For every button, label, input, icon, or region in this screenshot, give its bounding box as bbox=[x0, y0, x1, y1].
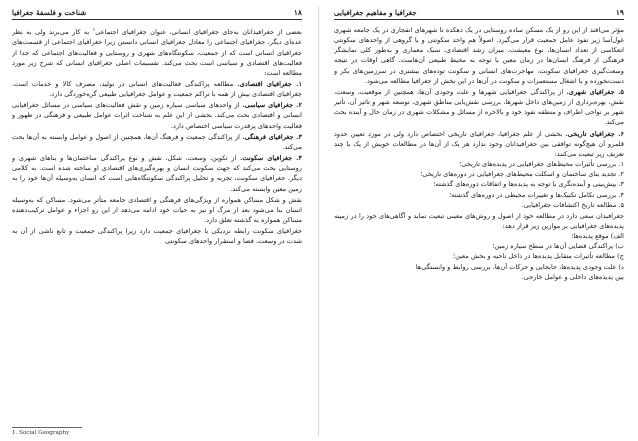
section-line: از پراکندگی جغرافیایی شهرها و علت وجودی آن‌ها، bbox=[417, 87, 564, 96]
right-intro-line: در زمان معین با توجه به محیط طبیعی آن‌هاست. گاهی اوقات در نتیجه وسعت‌گیری bbox=[334, 56, 624, 75]
section-heading: ۱. جغرافیای اقتصادی. bbox=[237, 79, 302, 88]
closing-line: می‌شود. مساکن که به‌وسیله انسان بنا می‌شود بعد از مرگ او نیز به حیات bbox=[12, 195, 302, 214]
right-intro-line: بکر و دست‌نخورده و یا اشغال مستعمرات و سکونت در آن‌ها در این بخش از جغرافیا bbox=[334, 66, 624, 85]
footnote bbox=[12, 427, 302, 436]
closing-line: دارد. bbox=[204, 216, 218, 224]
left-page-body bbox=[12, 25, 302, 246]
section-urban-geography bbox=[334, 87, 624, 128]
section-line: شناخت اثرات عوامل طبیعی و فرهنگی در ظهور و فعالیت واحدهای پرقدرت سیاسی bbox=[12, 111, 302, 130]
list-item: بین پدیده‌های داخلی و عوامل خارجی. bbox=[521, 272, 624, 281]
right-intro-line: سکونتی و یا گروهی از واحدهای سکونتی انعکاسی از تعداد انسان‌ها، نوع معیشت، bbox=[334, 36, 624, 55]
section-economic-geography bbox=[12, 79, 302, 99]
list-item: ج) مطالعه تأثیرات متقابل پدیده‌ها در داخل ناحیه و بخش معین؛ bbox=[453, 252, 624, 261]
footnote-rule bbox=[12, 427, 82, 428]
left-intro-line: اقتصادی و سیاسی است بحث می‌کند. تقسیمات اصلی جغرافیای انسانی که شرح زیر bbox=[28, 58, 270, 67]
section-line: سیاسی در مسائل جغرافیایی انسانی و اقتصادی بحث می‌کند. بخشی از این علم به bbox=[12, 101, 302, 120]
left-closing-paragraph-1 bbox=[12, 195, 302, 225]
section-line: از تکوین، وسعت، شکل، نقش و نوع پراکندگی bbox=[100, 154, 237, 163]
right-after-list bbox=[334, 211, 624, 231]
list-item: د) علت وجودی پدیده‌ها، جابجایی و حرکات آن‌ها، بررسی روابط و وابستگی‌ها bbox=[415, 262, 624, 271]
section-heading: ۵. جغرافیای شهری. bbox=[566, 87, 624, 96]
list-item: ب) پراکندگی فضایی آن‌ها در سطح سیاره زمین؛ bbox=[492, 242, 624, 251]
section-heading: ۳. جغرافیای فرهنگی. bbox=[242, 132, 302, 141]
closing-line: جمعیت و تابع ناشی از آن به شدت در وسعت، فضا و استقرار واحدهای سکونتی bbox=[12, 227, 302, 246]
list-item: ۲. تجدید بنای ساختمان و اسکلت محیط‌های جغرافیایی در دوره‌های تاریخی؛ bbox=[420, 170, 624, 179]
right-running-title: جغرافیا و مفاهیم جغرافیایی bbox=[334, 8, 417, 17]
section-heading: ۴. جغرافیای سکونت. bbox=[240, 154, 302, 163]
section-line: ندارد هر یک از آن‌ها در مطالعات خویش از یک یا چند تعریف زیر تبعیت می‌کنند: bbox=[334, 139, 624, 158]
closing-line: خود ادامه می‌دهد از این رو اجزاء و عوامل ترکیب‌دهنده مساکن همواره به گذشته تعلق bbox=[12, 205, 302, 224]
section-cultural-geography bbox=[12, 132, 302, 152]
list-item: ۱. بررسی تأثیرات محیط‌های جغرافیایی در پدیده‌های تاریخی؛ bbox=[459, 160, 624, 169]
left-intro-line: مورد مطالعه است: bbox=[12, 58, 302, 77]
right-page-body bbox=[334, 25, 624, 282]
after-list-line: جغرافیدان سعی دارد در مطالعه خود از اصول و روش‌های معینی تبعیت نماید و bbox=[407, 211, 624, 220]
section-line: از پراکندگی جمعیت و فرهنگ آن‌ها، همچنین از اصول bbox=[95, 132, 240, 141]
list-item: ۵. مطالعه تاریخ اکتشافات جغرافیایی. bbox=[521, 200, 624, 209]
principles-list bbox=[334, 231, 624, 282]
left-intro-line: به کار می‌برند ولی به نظر عده‌ای دیگر، جغرافیای اجتماعی را معادل جغرافیای bbox=[12, 28, 302, 47]
right-intro-line: مطالعه می‌شود. bbox=[364, 76, 410, 85]
right-intro-line: جغرافیای سکونت، مهاجرت‌های انسانی و سکونت توده‌های بیشتری در سرزمین‌های bbox=[352, 66, 589, 75]
left-intro-line: بعضی از جغرافیدانان به‌جای جغرافیای انسانی، عنوان جغرافیای اجتماعی bbox=[95, 28, 302, 37]
section-line: مطالعه پراکندگی فعالیت‌های انسانی در تولید، مصرف bbox=[75, 79, 234, 88]
section-line: اختصاص دارد. bbox=[170, 121, 210, 130]
historical-definitions-list bbox=[334, 159, 624, 210]
list-item: ۳. پیش‌بینی و آینده‌نگری با توجه به پدیده‌ها و اتفاقات دوره‌های گذشته؛ bbox=[433, 180, 624, 189]
section-heading: ۶. جغرافیای تاریخی. bbox=[565, 129, 624, 138]
list-item: ۴. بررسی تکامل تکنیک‌ها و تغییرات محیطی در دوره‌های گذشته؛ bbox=[449, 190, 624, 199]
list-item: الف) موقع پدیده‌ها؛ bbox=[571, 232, 624, 241]
left-intro-line: انسانی دانستن زیرا جغرافیای اجتماعی از قسمت‌های جغرافیای انسانی است که از bbox=[12, 38, 302, 57]
section-line: و عوامل وابسته به آن‌ها بحث می‌کند. bbox=[12, 132, 302, 151]
section-line: نقش‌یابی مناطق شهری، توسعه شهر و تاثیر آن، تأثیر شهر بر نواحی اطراف و منطقه bbox=[334, 98, 624, 117]
book-gutter bbox=[318, 6, 319, 436]
left-page-number: ۱۸ bbox=[293, 8, 302, 17]
right-page bbox=[334, 8, 624, 436]
left-running-head bbox=[12, 8, 302, 20]
section-line: نفوذ خود و بالاخره از مسائل و مشکلات شهری در زمان حال و آینده بحث می‌کند. bbox=[334, 108, 624, 127]
left-intro-line: جمعیت، سکونتگاه‌های شهری و روستایی و فعالیت‌های اجتماعی که جدا از فعالیت‌های bbox=[12, 48, 302, 67]
section-heading: ۲. جغرافیای سیاسی. bbox=[242, 101, 302, 110]
section-line: زمین معین وابسته می‌کند. bbox=[230, 184, 302, 193]
right-page-number: ۱۹ bbox=[615, 8, 624, 17]
section-historical-geography bbox=[334, 129, 624, 159]
footnote-text: 1. Social Geography bbox=[12, 430, 70, 436]
right-running-head bbox=[334, 8, 624, 20]
right-intro bbox=[334, 25, 624, 86]
section-line: بهره‌گیری‌های اقتصادی او ساخته شده است. به کلامی دیگر، جغرافیای سکونت، bbox=[12, 164, 302, 183]
closing-line: جغرافیای سکونت رابطه نزدیکی با جغرافیای جمعیت دارد زیرا پراکندگی bbox=[98, 227, 302, 236]
right-intro-line: مؤثر می‌افتد از این رو از یک مسکن ساده روستایی در یک دهکده تا شهرهای انفجاری bbox=[390, 26, 624, 34]
section-line: دارد ولی در مورد تعیین حدود قلمرو آن هیچ‌گونه توافقی بین جغرافیدانان وجود bbox=[334, 129, 624, 148]
section-line: ساختمان‌ها و بناهای شهری و روستایی بحث می‌کند که جهت سکونت انسان و bbox=[12, 154, 302, 173]
section-line: جغرافیایی طبیعی گره‌خوردگی دارد. bbox=[49, 90, 147, 99]
section-line: تجزیه و تحلیل پراکندگی سکونتگاه‌هایی است که انسان به‌وسیله آن‌ها خود را به bbox=[12, 174, 232, 183]
section-line: کالا و خدمات است. جغرافیای اقتصادی بیش از همه با تراکم جمعیت و عوامل bbox=[12, 79, 302, 99]
left-closing-paragraph-2 bbox=[12, 226, 302, 246]
section-line: همچنین از موقعیت، وسعت، نقش، بهره‌برداری از زمین‌های داخل شهرها، بررسی bbox=[334, 87, 624, 107]
after-list-line: آگاهی‌های خود را در زمینه پدیده‌های جغرافیایی بر موازین زیر قرار دهد: bbox=[334, 211, 624, 230]
section-line: بخشی از علم جغرافیا، جغرافیای تاریخی اختصاص bbox=[421, 129, 563, 138]
right-intro-line: میزان رشد اقتصادی، سبک معماری و به‌طور کلی نمایشگر فرهنگی از فرهنگ انسان‌ها bbox=[334, 46, 624, 65]
section-political-geography bbox=[12, 100, 302, 130]
closing-line: نقش و شکل مساکن همواره از ویژگی‌های فرهنگی و اقتصادی جامعه متأثر bbox=[93, 195, 302, 204]
left-intro: بعضی از جغرافیدانان به‌جای جغرافیای انسانی، عنوان جغرافیای اجتماعی$^۱$ به کار می‌برند ولی به نظر عده‌ای دیگر، جغرافیای اجتماعی را معادل جغرافیای انسانی دانستن زیرا جغرافیای اجتماعی از قسمت‌های جغرافیای انسانی است که از جمعیت، سکونتگاه‌های شهری و روستایی و فعالیت‌های اجتماعی که جدا از فعالیت‌های اقتصادی و سیاسی است بحث می‌کند. تقسیمات اصلی جغرافیای انسانی که شرح زیر مورد مطالعه است: bbox=[12, 27, 302, 77]
left-running-title: شناخت و فلسفهٔ جغرافیا bbox=[12, 8, 87, 17]
section-settlement-geography bbox=[12, 153, 302, 194]
left-page bbox=[12, 8, 302, 436]
right-intro-line: در یک جامعه شهری غول‌آسا زیر نفوذ عامل جمعیت قرار می‌گیرد. اصولاً هم واحد bbox=[334, 26, 624, 45]
section-line: از واحدهای سیاسی سیاره زمین و نقش فعالیت‌های bbox=[95, 101, 240, 110]
